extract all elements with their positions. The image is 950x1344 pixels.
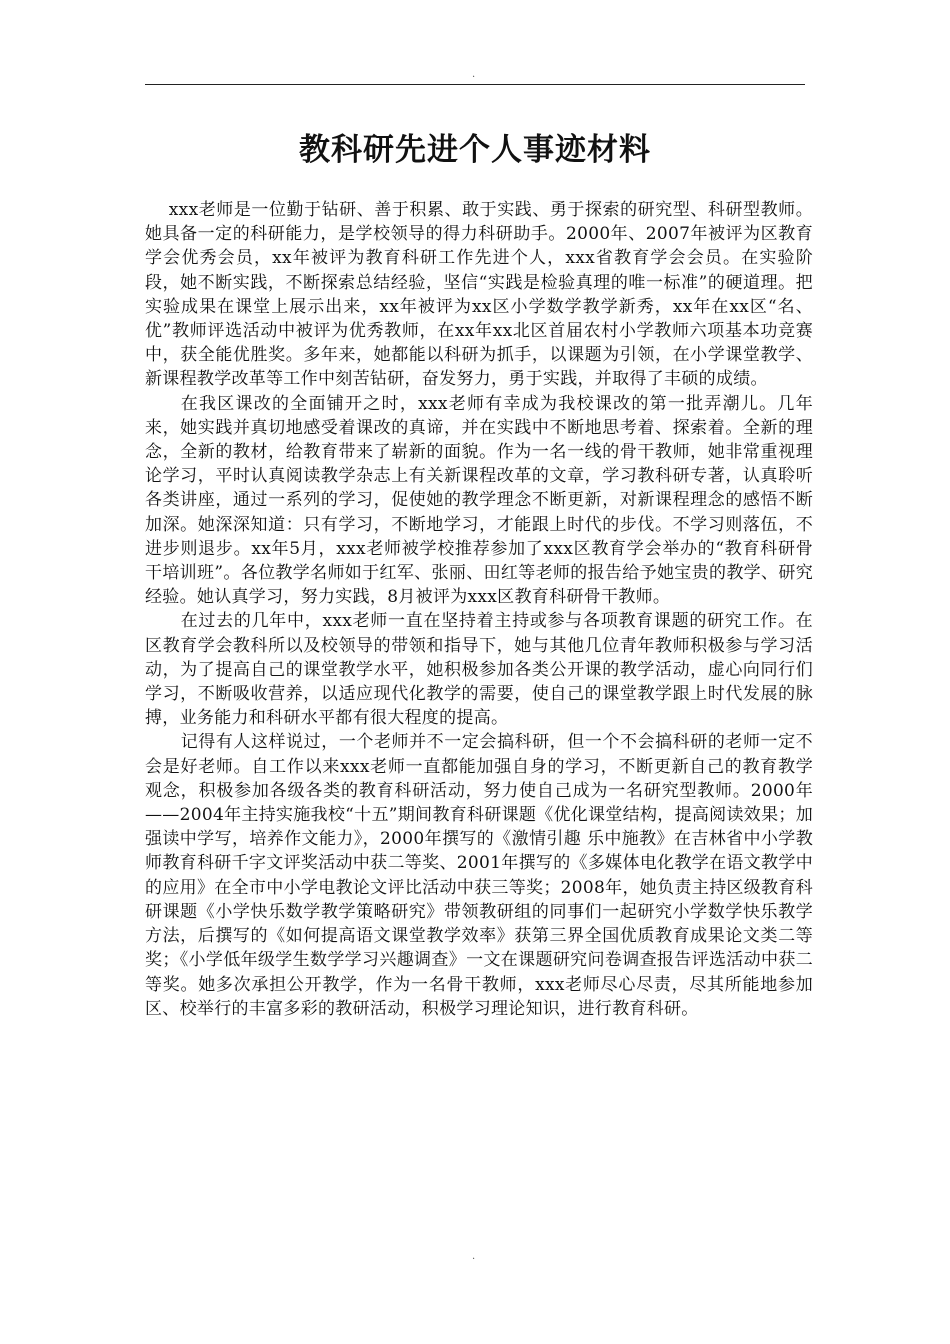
header-rule <box>145 84 805 85</box>
paragraph-1: xxx老师是一位勤于钻研、善于积累、敢于实践、勇于探索的研究型、科研型教师。她具备一定的科研能力，是学校领导的得力科研助手。2000年、2007年被评为区教育学会优秀会员，xx年被评为教育科研工作先进个人，xxx省教育学会会员。在实验阶段，她不断实践，不断探索总结经验，坚信“实践是检验真理的唯一标准”的硬道理。把实验成果在课堂上展示出来，xx年被评为xx区小学数学教学新秀，xx年在xx区“名、优”教师评选活动中被评为优秀教师，在xx年xx北区首届农村小学教师六项基本功竞赛中，获全能优胜奖。多年来，她都能以科研为抓手，以课题为引领，在小学课堂教学、新课程教学改革等工作中刻苦钻研，奋发努力，勇于实践，并取得了丰硕的成绩。 <box>145 200 813 390</box>
paragraph-3: 在过去的几年中，xxx老师一直在坚持着主持或参与各项教育课题的研究工作。在区教育学会教科所以及校领导的带领和指导下，她与其他几位青年教师积极参与学习活动，为了提高自己的课堂教学水平，她积极参加各类公开课的教学活动，虚心向同行们学习，不断吸收营养，以适应现代化教学的需要，使自己的课堂教学跟上时代发展的脉搏，业务能力和科研水平都有很大程度的提高。 <box>145 611 813 729</box>
document-title: 教科研先进个人事迹材料 <box>299 132 651 168</box>
footer-mark: . <box>472 1251 476 1262</box>
document-body <box>145 198 813 1021</box>
header-mark: . <box>472 69 476 80</box>
paragraph-4: 记得有人这样说过，一个老师并不一定会搞科研，但一个不会搞科研的老师一定不会是好老师。自工作以来xxx老师一直都能加强自身的学习，不断更新自己的教育教学观念，积极参加各级各类的教育科研活动，努力使自己成为一名研究型教师。2000年——2004年主持实施我校“十五”期间教育科研课题《优化课堂结构，提高阅读效果；加强读中学写，培养作文能力》，2000年撰写的《激情引趣 乐中施教》在吉林省中小学教师教育科研千字文评奖活动中获二等奖、2001年撰写的《多媒体电化教学在语文教学中的应用》在全市中小学电教论文评比活动中获三等奖；2008年，她负责主持区级教育科研课题《小学快乐数学教学策略研究》带领教研组的同事们一起研究小学数学快乐教学方法，后撰写的《如何提高语文课堂教学效率》获第三界全国优质教育成果论文类二等奖；《小学低年级学生数学学习兴趣调查》一文在课题研究问卷调查报告评选活动中获二等奖。她多次承担公开教学，作为一名骨干教师，xxx老师尽心尽责，尽其所能地参加区、校举行的丰富多彩的教研活动，积极学习理论知识，进行教育科研。 <box>145 732 813 1019</box>
paragraph-2: 在我区课改的全面铺开之时，xxx老师有幸成为我校课改的第一批弄潮儿。几年来，她实践并真切地感受着课改的真谛，并在实践中不断地思考着、探索着。全新的理念，全新的教材，给教育带来了崭新的面貌。作为一名一线的骨干教师，她非常重视理论学习，平时认真阅读教学杂志上有关新课程改革的文章，学习教科研专著，认真聆听各类讲座，通过一系列的学习，促使她的教学理念不断更新，对新课程理念的感悟不断加深。她深深知道：只有学习，不断地学习，才能跟上时代的步伐。不学习则落伍，不进步则退步。xx年5月，xxx老师被学校推荐参加了xxx区教育学会举办的“教育科研骨干培训班”。各位教学名师如于红军、张丽、田红等老师的报告给予她宝贵的教学、研究经验。她认真学习，努力实践，8月被评为xxx区教育科研骨干教师。 <box>145 393 813 608</box>
